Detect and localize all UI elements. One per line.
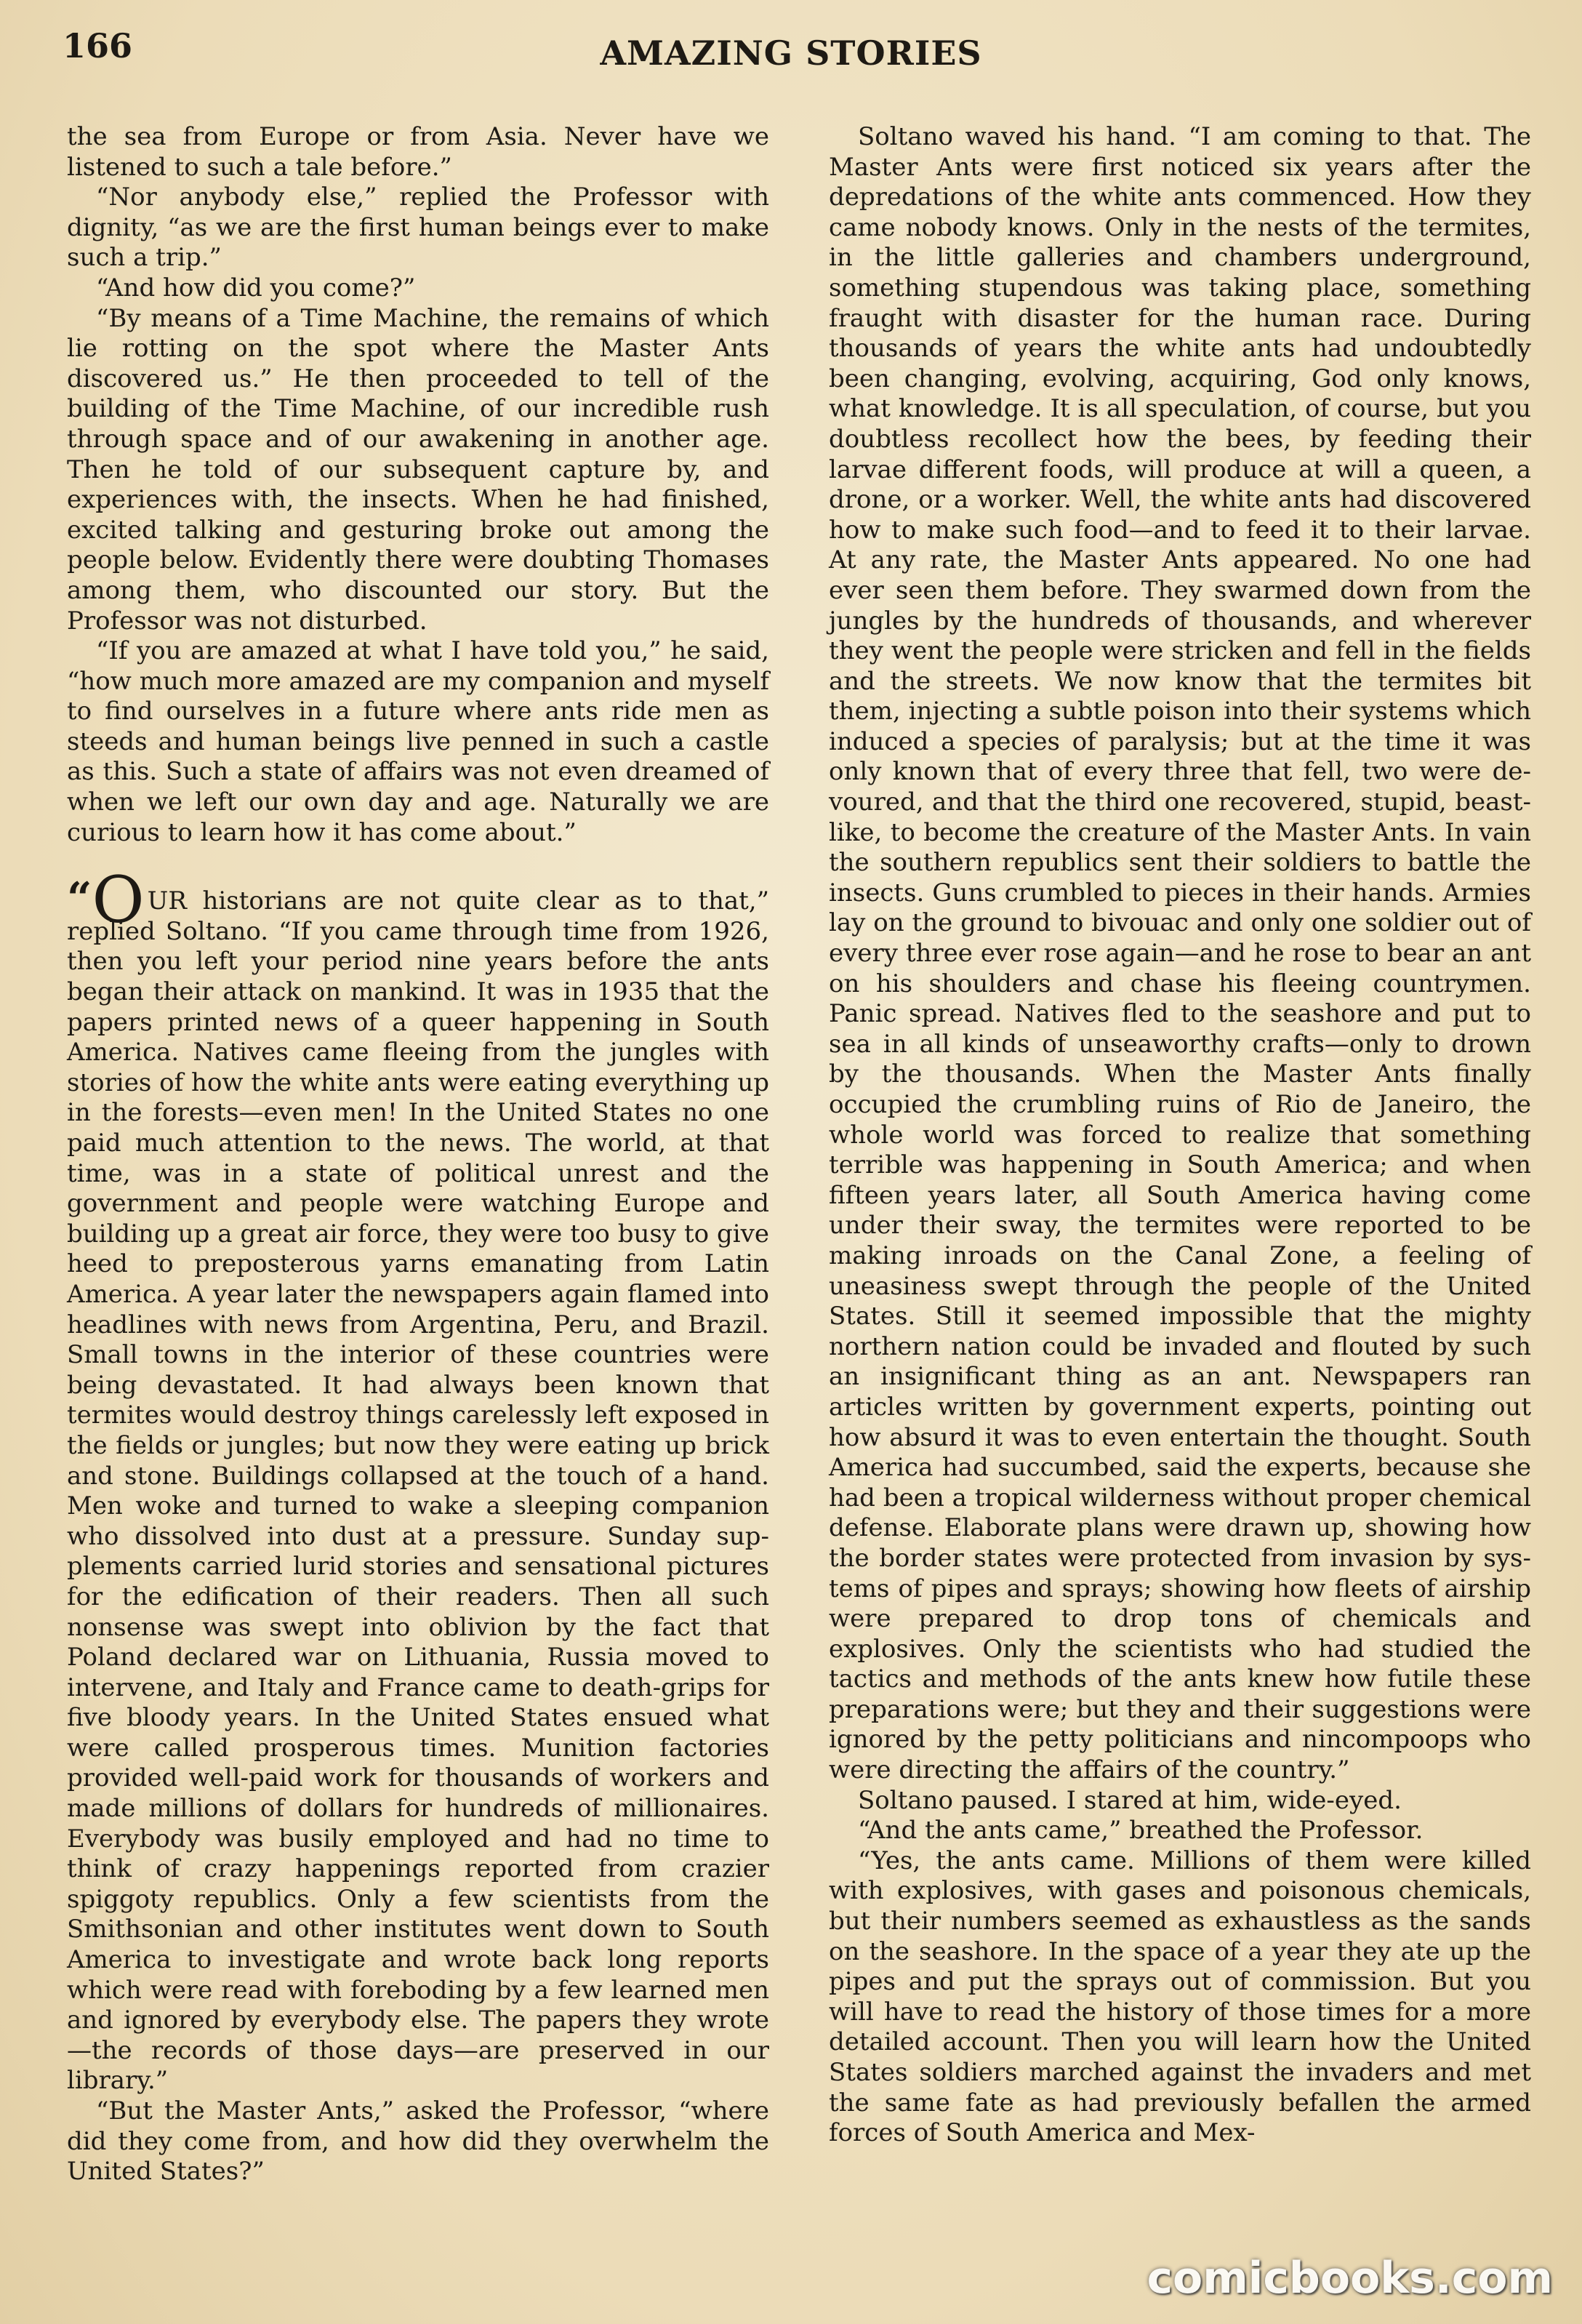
paragraph: Soltano waved his hand. “I am coming to that. The Master Ants were first noticed six years after the depredations of the white ants commenced. How they came nobody knows. Only in the nests of the termites, in the little galleries and chambers underground, something stupendous was taking place, something fraught with disaster for the human race. During thousands of years the white ants had undoubtedly been changing, evolving, acquiring, God only knows, what knowledge. It is all speculation, of course, but you doubtless recollect how the bees, by feeding their larvae different foods, will produce at will a queen, a drone, or a worker. Well, the white ants had discovered how to make such food—and to feed it to their larvae. At any rate, the Master Ants appeared. No one had ever seen them before. They swarmed down from the jungles by the hundreds of thousands, and wherever they went the people were stricken and fell in the fields and the streets. We now know that the termites bit them, injecting a subtle poison into their systems which induced a species of paralysis; but at the time it was only known that of every three that fell, two were devoured, and that the third one recovered, stupid, beast-like, to become the creature of the Master Ants. In vain the southern republics sent their soldiers to battle the insects. Guns crumbled to pieces in their hands. Armies lay on the ground to bivouac and only one soldier out of every three ever rose again—and he rose to bear an ant on his shoulders and chase his fleeing countrymen. Panic spread. Natives fled to the seashore and put to sea in all kinds of unseaworthy crafts—only to drown by the thousands. When the Master Ants finally occupied the crumbling ruins of Rio de Janeiro, the whole world was forced to realize that something terrible was happening in South America; and when fifteen years later, all South America having come under their sway, the termites were reported to be making inroads on the Canal Zone, a feeling of uneasiness swept through the people of the United States. Still it seemed impossible that the mighty northern nation could be invaded and flouted by such an insignificant thing as an ant. Newspapers ran articles written by government experts, pointing out how absurd it was to even entertain the thought. South America had succumbed, said the experts, because she had been a tropical wilderness without proper chemical defense. Elaborate plans were drawn up, showing how the border states were protected from invasion by systems of pipes and sprays; showing how fleets of airship were prepared to drop tons of chemicals and explosives. Only the scientists who had studied the tactics and methods of the ants knew how futile these preparations were; but they and their suggestions were ignored by the petty politicians and nincompoops who were directing the affairs of the country.” [829, 122, 1531, 1785]
paragraph: “If you are amazed at what I have told you,” he said, “how much more amazed are my companion and myself to find ourselves in a future where ants ride men as steeds and human beings live penned in such a castle as this. Such a state of affairs was not even dreamed of when we left our own day and age. Naturally we are curious to learn how it has come about.” [67, 636, 769, 847]
paragraph-text: UR historians are not quite clear as to that,” replied Soltano. “If you came through time from 1926, then you left your period nine years before the ants began their attack on mankind. It was in 1935 that the papers printed news of a queer happening in South America. Natives came fleeing from the jungles with stories of how the white ants were eating everything up in the forests—even men! In the United States no one paid much attention to the news. The world, at that time, was in a state of political unrest and the government and people were watching Europe and building up a great air force, they were too busy to give heed to preposterous yarns emanating from Latin America. A year later the newspapers again flamed into headlines with news from Argentina, Peru, and Brazil. Small towns in the interior of these countries were being devastated. It had always been known that termites would destroy things carelessly left exposed in the fields or jungles; but now they were eating up brick and stone. Buildings collapsed at the touch of a hand. Men woke and turned to wake a sleeping companion who dissolved into dust at a pressure. Sunday supplements carried lurid stories and sensational pictures for the edification of their readers. Then all such nonsense was swept into oblivion by the fact that Poland declared war on Lithuania, Russia moved to intervene, and Italy and France came to death-grips for five bloody years. In the United States ensued what were called prosperous times. Munition factories provided well-paid work for thousands of workers and made millions of dollars for hundreds of millionaires. Everybody was busily employed and had no time to think of crazy happenings reported from crazier spiggoty republics. Only a few scientists from the Smithsonian and other institutes went down to South America to investigate and wrote back long reports which were read with foreboding by a few learned men and ignored by everybody else. The papers they wrote—the records of those days—are preserved in our library.” [67, 886, 769, 2096]
dropcap-quote: “ [67, 873, 92, 925]
running-head: AMAZING STORIES [600, 33, 982, 73]
paragraph: Soltano paused. I stared at him, wide-eyed. [858, 1785, 1402, 1815]
right-column [829, 122, 1531, 2149]
watermark: comicbooks.com [1147, 2253, 1553, 2304]
page-number: 166 [63, 26, 133, 65]
paragraph: “Nor anybody else,” replied the Professor with dignity, “as we are the first human beings ever to make such a trip.” [67, 183, 769, 273]
dropcap-letter: O [92, 862, 145, 938]
section-start-paragraph [67, 862, 769, 2096]
paragraph: “And how did you come?” [96, 273, 416, 302]
paragraph: “Yes, the ants came. Millions of them were killed with explosives, with gases and poisonous chemicals, but their numbers seemed as exhaustless as the sands on the seashore. In the space of a year they ate up the pipes and put the sprays out of commission. But you will have to read the history of those times for a more detailed account. Then you will learn how the United States soldiers marched against the invaders and met the same fate as had previously befallen the armed forces of South America and Mex- [829, 1846, 1531, 2148]
paragraph: “By means of a Time Machine, the remains of which lie rotting on the spot where the Master Ants discovered us.” He then proceeded to tell of the building of the Time Machine, of our incredible rush through space and of our awakening in another age. Then he told of our subsequent capture by, and experiences with, the insects. When he had finished, excited talking and gesturing broke out among the people below. Evidently there were doubting Thomases among them, who discounted our story. But the Professor was not disturbed. [67, 303, 769, 636]
paragraph: the sea from Europe or from Asia. Never have we listened to such a tale before.” [67, 122, 769, 182]
left-column [67, 122, 769, 2187]
paragraph: “And the ants came,” breathed the Professor. [858, 1816, 1424, 1846]
paragraph: “But the Master Ants,” asked the Professor, “where did they come from, and how did they overwhelm the United States?” [67, 2096, 769, 2187]
